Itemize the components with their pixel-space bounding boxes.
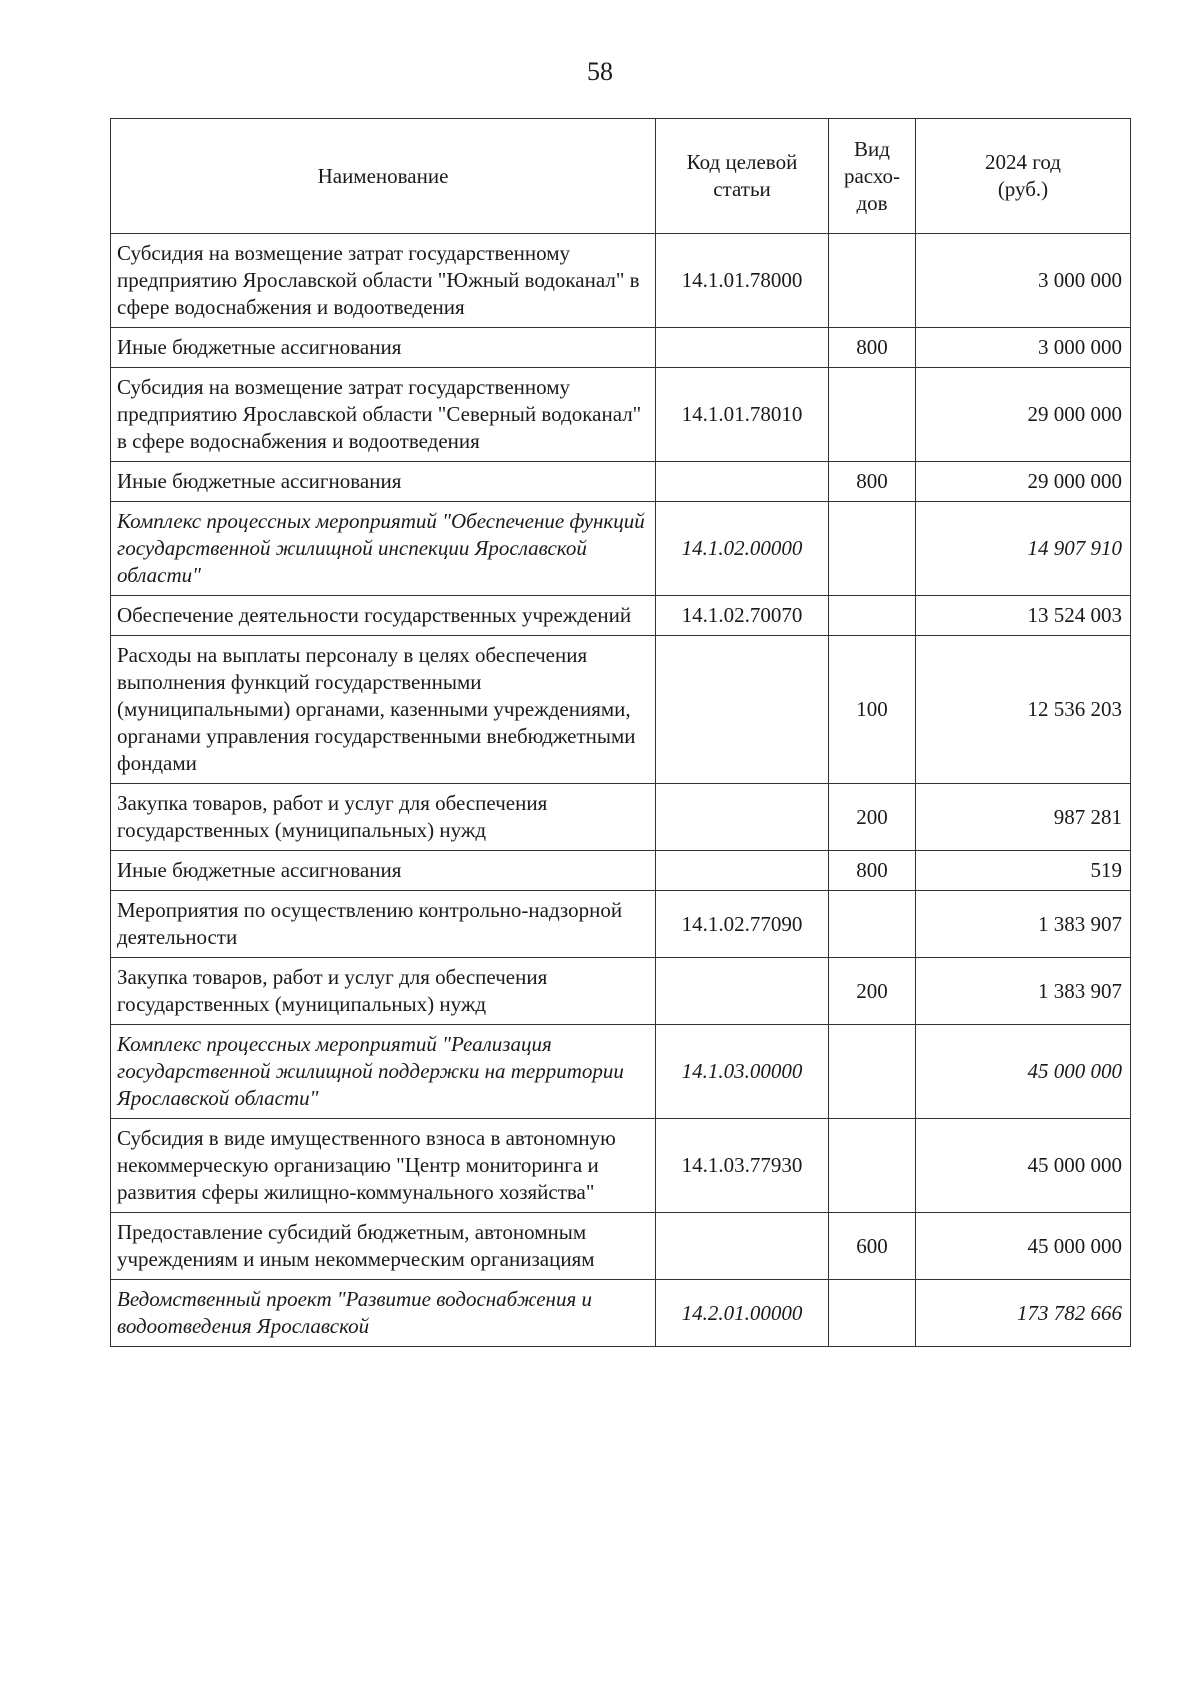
header-vid-line2: расхо- (843, 163, 901, 188)
table-row (111, 502, 1131, 596)
cell-name: Субсидия в виде имущественного взноса в автономную некоммерческую организацию "Центр мониторинга и развития сферы жилищно-коммунального хозяйства" (111, 1119, 656, 1213)
header-sum (916, 119, 1131, 234)
cell-name: Субсидия на возмещение затрат государственному предприятию Ярославской области "Северный водоканал" в сфере водоснабжения и водоотведения (111, 368, 656, 462)
table-row (111, 1119, 1131, 1213)
cell-name: Мероприятия по осуществлению контрольно-надзорной деятельности (111, 891, 656, 958)
cell-name: Комплекс процессных мероприятий "Реализация государственной жилищной поддержки на территории Ярославской области" (111, 1025, 656, 1119)
cell-code (656, 462, 829, 502)
header-name (111, 119, 656, 234)
cell-code: 14.1.03.00000 (656, 1025, 829, 1119)
table-body (111, 234, 1131, 1347)
table-row (111, 636, 1131, 784)
table-row (111, 368, 1131, 462)
header-vid (829, 119, 916, 234)
cell-sum: 45 000 000 (916, 1025, 1131, 1119)
cell-sum: 45 000 000 (916, 1119, 1131, 1213)
cell-name: Расходы на выплаты персоналу в целях обеспечения выполнения функций государственными (муниципальными) органами, казенными учреждениями, органами управления государственными внебюджетными фондами (111, 636, 656, 784)
cell-sum: 29 000 000 (916, 368, 1131, 462)
header-vid-line3: дов (856, 190, 888, 215)
table-row (111, 891, 1131, 958)
cell-vid: 100 (829, 636, 916, 784)
cell-vid: 600 (829, 1213, 916, 1280)
header-name-label: Наименование (317, 163, 449, 188)
cell-name: Закупка товаров, работ и услуг для обеспечения государственных (муниципальных) нужд (111, 784, 656, 851)
header-vid-line1: Вид (854, 136, 890, 161)
cell-code (656, 328, 829, 368)
cell-code (656, 636, 829, 784)
cell-vid: 200 (829, 958, 916, 1025)
cell-vid: 200 (829, 784, 916, 851)
cell-vid (829, 1119, 916, 1213)
cell-code: 14.1.03.77930 (656, 1119, 829, 1213)
table-row (111, 784, 1131, 851)
table-row (111, 1213, 1131, 1280)
cell-sum: 1 383 907 (916, 891, 1131, 958)
cell-vid: 800 (829, 851, 916, 891)
cell-code (656, 851, 829, 891)
header-code (656, 119, 829, 234)
cell-vid (829, 1280, 916, 1347)
table-row (111, 958, 1131, 1025)
cell-sum: 13 524 003 (916, 596, 1131, 636)
cell-vid (829, 1025, 916, 1119)
cell-code: 14.1.02.77090 (656, 891, 829, 958)
cell-vid: 800 (829, 328, 916, 368)
cell-code (656, 958, 829, 1025)
table-row (111, 1280, 1131, 1347)
cell-name: Обеспечение деятельности государственных учреждений (111, 596, 656, 636)
table-row (111, 596, 1131, 636)
table-row (111, 462, 1131, 502)
header-sum-line2: (руб.) (997, 177, 1049, 201)
cell-vid (829, 502, 916, 596)
cell-name: Субсидия на возмещение затрат государственному предприятию Ярославской области "Южный водоканал" в сфере водоснабжения и водоотведения (111, 234, 656, 328)
cell-vid: 800 (829, 462, 916, 502)
cell-sum: 173 782 666 (916, 1280, 1131, 1347)
cell-sum: 45 000 000 (916, 1213, 1131, 1280)
cell-sum: 12 536 203 (916, 636, 1131, 784)
cell-sum: 29 000 000 (916, 462, 1131, 502)
cell-code: 14.1.01.78010 (656, 368, 829, 462)
cell-code: 14.1.02.70070 (656, 596, 829, 636)
cell-sum: 3 000 000 (916, 328, 1131, 368)
header-sum-line1: 2024 год (985, 150, 1061, 174)
cell-sum: 519 (916, 851, 1131, 891)
cell-name: Ведомственный проект "Развитие водоснабжения и водоотведения Ярославской (111, 1280, 656, 1347)
cell-name: Иные бюджетные ассигнования (111, 851, 656, 891)
cell-sum: 14 907 910 (916, 502, 1131, 596)
cell-vid (829, 368, 916, 462)
header-code-line2: статьи (713, 177, 771, 201)
budget-table (110, 118, 1131, 1347)
cell-sum: 987 281 (916, 784, 1131, 851)
cell-sum: 3 000 000 (916, 234, 1131, 328)
table-row (111, 1025, 1131, 1119)
cell-code: 14.2.01.00000 (656, 1280, 829, 1347)
cell-vid (829, 596, 916, 636)
page-number: 58 (587, 57, 613, 86)
cell-code (656, 784, 829, 851)
cell-code: 14.1.01.78000 (656, 234, 829, 328)
cell-name: Комплекс процессных мероприятий "Обеспечение функций государственной жилищной инспекции Ярославской области" (111, 502, 656, 596)
cell-name: Закупка товаров, работ и услуг для обеспечения государственных (муниципальных) нужд (111, 958, 656, 1025)
table-row (111, 328, 1131, 368)
table-row (111, 851, 1131, 891)
cell-name: Иные бюджетные ассигнования (111, 328, 656, 368)
cell-sum: 1 383 907 (916, 958, 1131, 1025)
table-header-row (111, 119, 1131, 234)
cell-code: 14.1.02.00000 (656, 502, 829, 596)
cell-name: Иные бюджетные ассигнования (111, 462, 656, 502)
cell-name: Предоставление субсидий бюджетным, автономным учреждениям и иным некоммерческим организациям (111, 1213, 656, 1280)
cell-vid (829, 891, 916, 958)
cell-code (656, 1213, 829, 1280)
table-row (111, 234, 1131, 328)
cell-vid (829, 234, 916, 328)
header-code-line1: Код целевой (686, 150, 798, 174)
